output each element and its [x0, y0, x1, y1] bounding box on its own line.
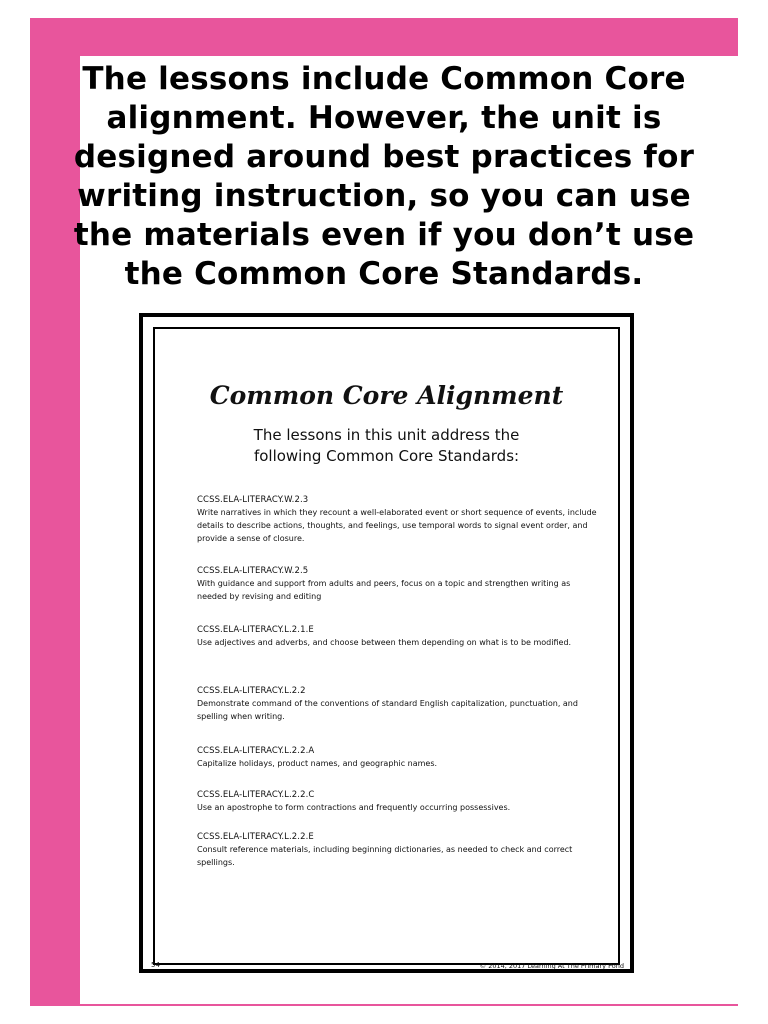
- standard-item: [197, 745, 597, 770]
- preview-subtitle: The lessons in this unit address the following Common Core Standards:: [253, 426, 520, 465]
- standard-code: CCSS.ELA-LITERACY.W.2.5: [197, 566, 309, 576]
- standard-code: CCSS.ELA-LITERACY.L.2.2.E: [197, 832, 314, 842]
- standard-item: [197, 789, 597, 814]
- standard-item: [197, 494, 597, 545]
- copyright-notice: © 2014, 2017 Learning At The Primary Pond: [479, 962, 624, 970]
- document-preview: [139, 313, 634, 973]
- standard-code: CCSS.ELA-LITERACY.L.2.1.E: [197, 625, 314, 635]
- standard-item: [197, 624, 597, 649]
- standard-description: Use an apostrophe to form contractions and frequently occurring possessives.: [197, 803, 511, 812]
- standard-description: Write narratives in which they recount a well-elaborated event or short sequence of events, include details to describe actions, thoughts, and feelings, use temporal words to signal event order, and provide a sense of closure.: [197, 508, 597, 543]
- standard-description: Use adjectives and adverbs, and choose between them depending on what is to be modified.: [197, 638, 572, 647]
- standard-item: [197, 565, 597, 603]
- standard-code: CCSS.ELA-LITERACY.L.2.2: [197, 686, 306, 696]
- standard-item: [197, 685, 597, 723]
- preview-title: Common Core Alignment: [209, 381, 564, 410]
- standard-description: With guidance and support from adults and peers, focus on a topic and strengthen writing as needed by revising and editing: [197, 579, 571, 601]
- standard-code: CCSS.ELA-LITERACY.W.2.3: [197, 495, 309, 505]
- document-inner-border: [151, 327, 624, 970]
- page-number: 54: [151, 961, 160, 969]
- standard-description: Demonstrate command of the conventions of standard English capitalization, punctuation, and spelling when writing.: [197, 699, 578, 721]
- standard-code: CCSS.ELA-LITERACY.L.2.2.A: [197, 746, 315, 756]
- standard-description: Consult reference materials, including beginning dictionaries, as needed to check and correct spellings.: [197, 845, 573, 867]
- headline-text: The lessons include Common Core alignment. However, the unit is designed around best practices for writing instruction, so you can use the materials even if you don’t use the Common Core Standards.: [73, 61, 695, 292]
- standard-code: CCSS.ELA-LITERACY.L.2.2.C: [197, 790, 315, 800]
- standard-description: Capitalize holidays, product names, and geographic names.: [197, 759, 438, 768]
- standard-item: [197, 831, 597, 869]
